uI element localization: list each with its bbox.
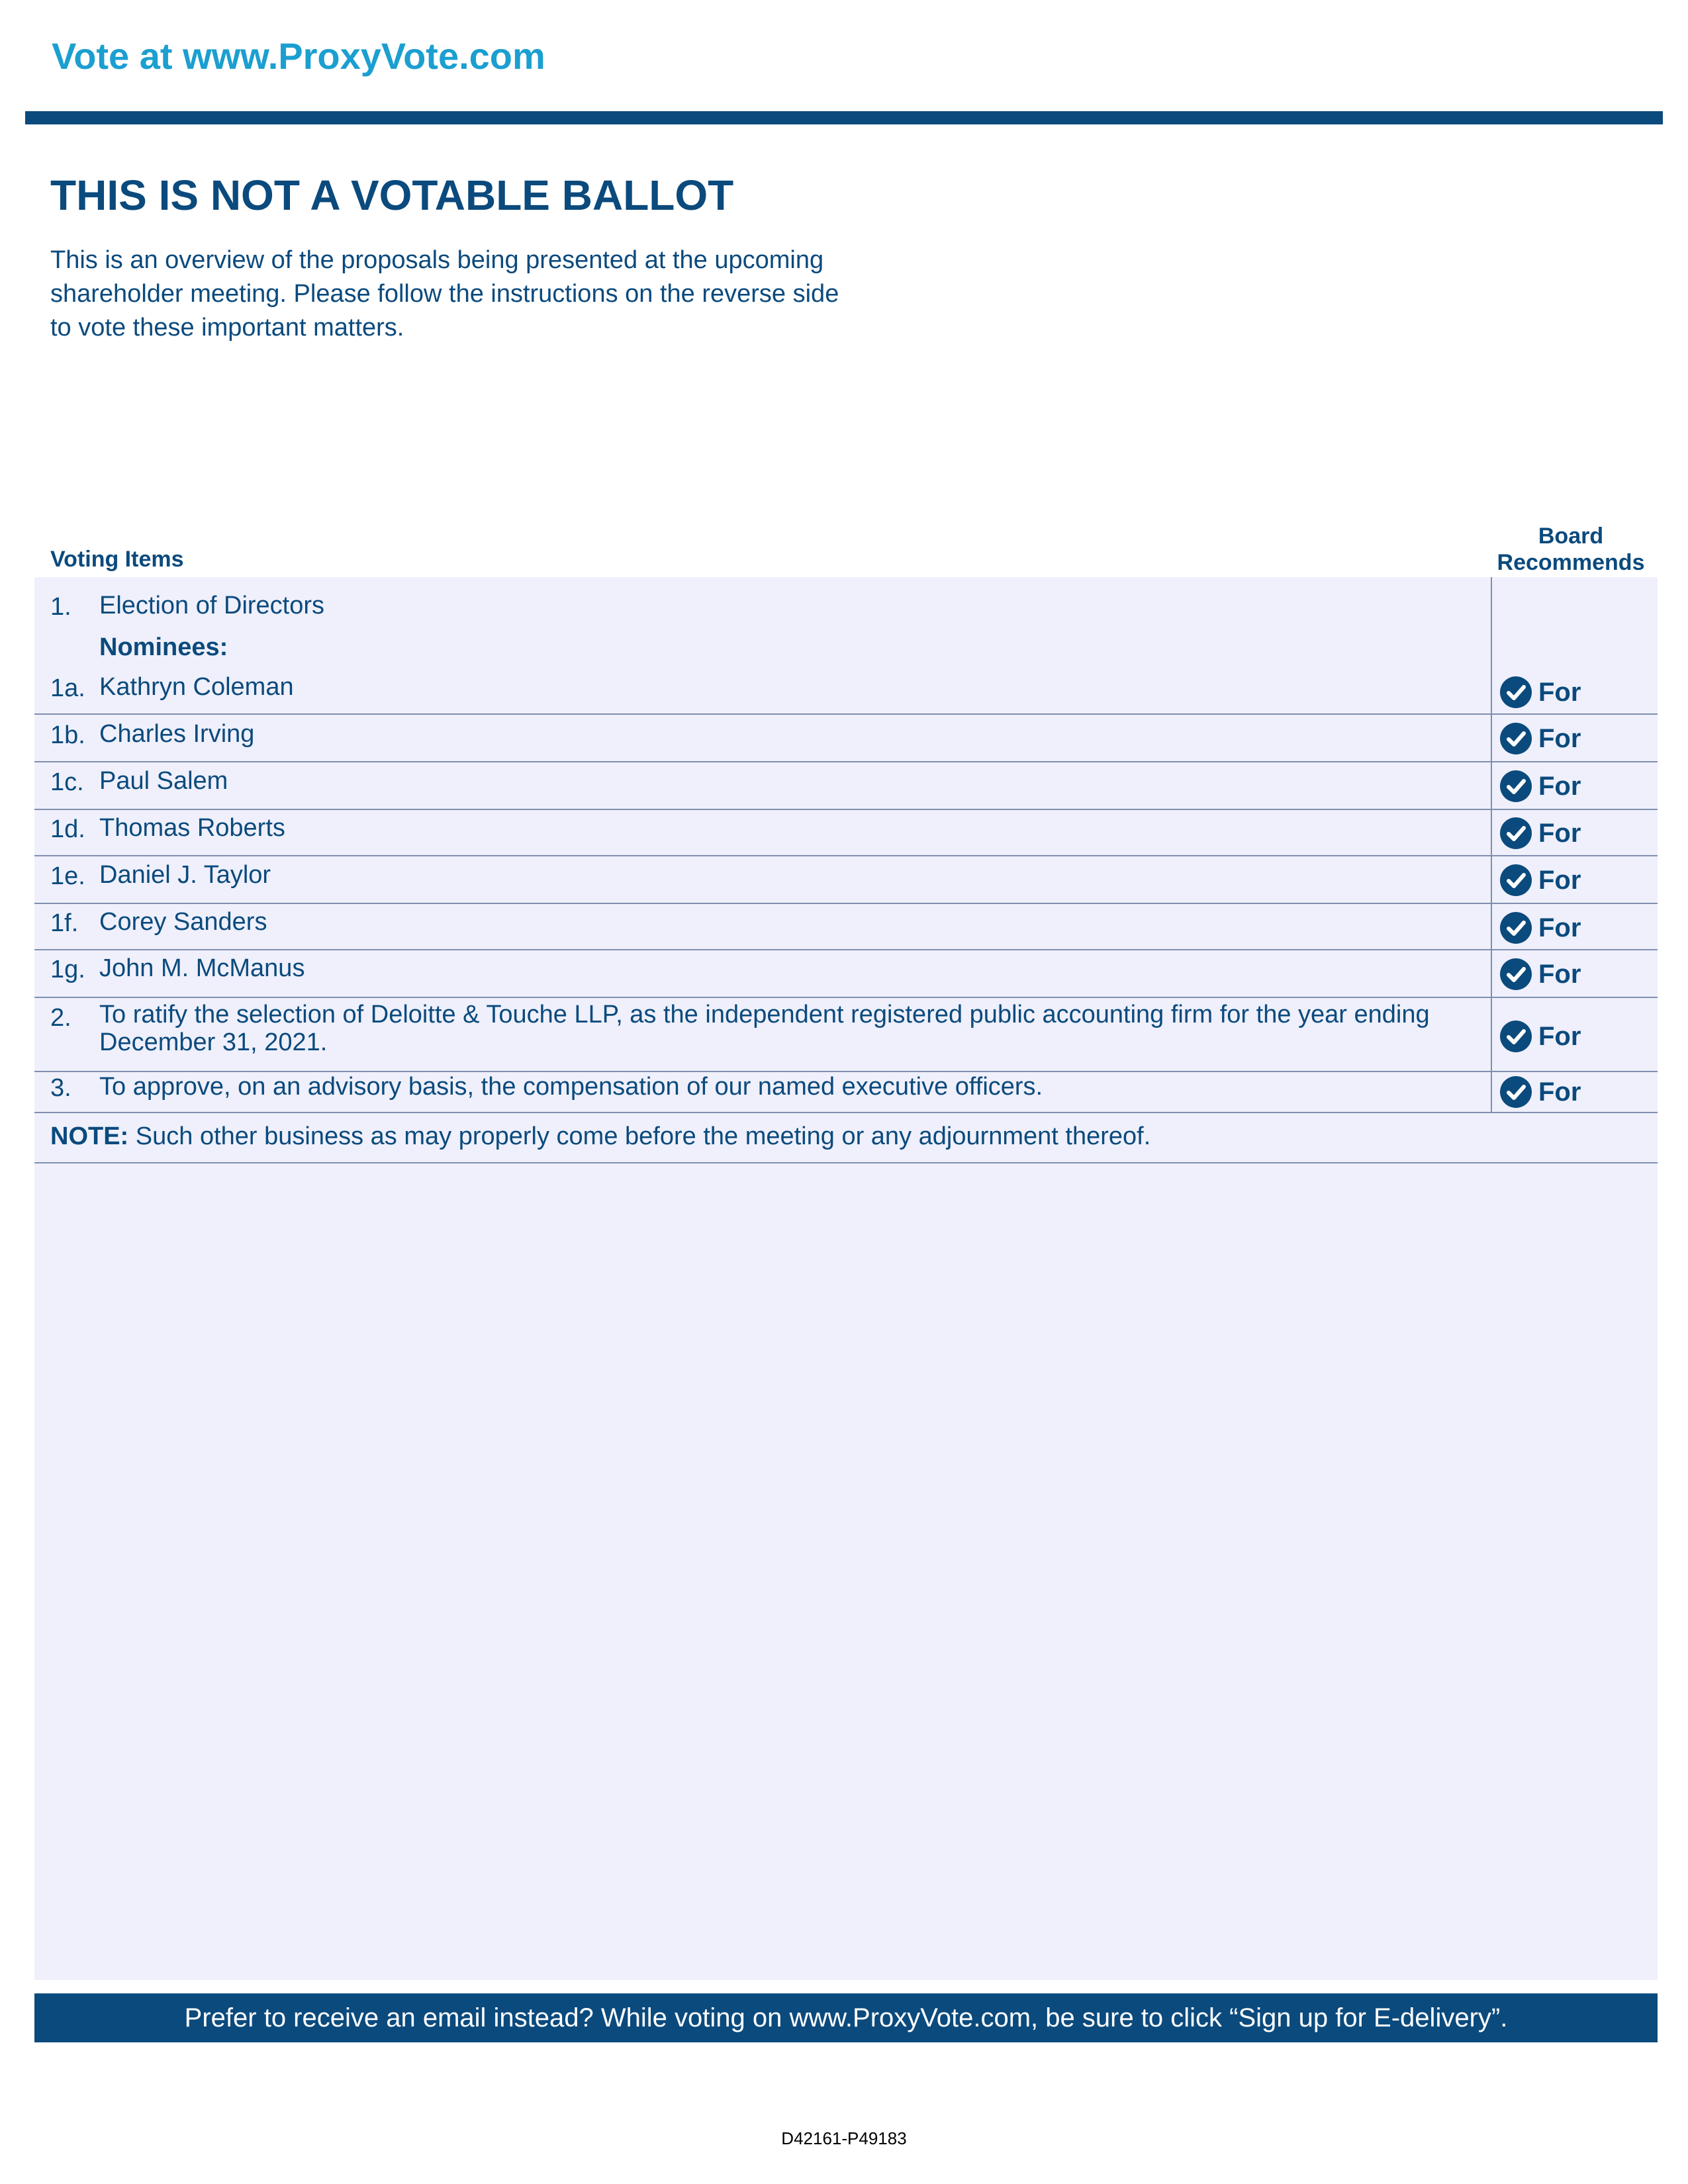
item-number: 3. xyxy=(50,1074,71,1102)
table-row xyxy=(34,904,1658,950)
top-divider xyxy=(25,111,1663,124)
recommendation-label: For xyxy=(1538,1022,1581,1051)
intro-text: This is an overview of the proposals being presented at the upcoming shareholder meeting. Please follow the instructions on the reverse side to vote these important matters. xyxy=(50,246,839,341)
item-number: 1c. xyxy=(50,768,84,796)
board-recommendation xyxy=(1500,1076,1652,1109)
board-recommendation xyxy=(1500,817,1652,850)
item-number: 1g. xyxy=(50,956,85,983)
e-delivery-banner: Prefer to receive an email instead? While voting on www.ProxyVote.com, be sure to click “Sign up for E-delivery”. xyxy=(34,1993,1658,2042)
board-recommendation xyxy=(1500,864,1652,897)
note-body: Such other business as may properly come before the meeting or any adjournment thereof. xyxy=(135,1122,1151,1150)
item-number: 1f. xyxy=(50,909,79,937)
nominee-name: Kathryn Coleman xyxy=(99,673,294,701)
recommendation-label: For xyxy=(1538,772,1581,801)
item-number: 1a. xyxy=(50,674,85,702)
note-label: NOTE: xyxy=(50,1122,129,1150)
check-circle-icon xyxy=(1500,864,1532,896)
item-text: Election of Directors xyxy=(99,592,325,619)
check-circle-icon xyxy=(1500,723,1532,754)
recommendation-label: For xyxy=(1538,819,1581,848)
recommendation-label: For xyxy=(1538,913,1581,942)
board-recommendation xyxy=(1500,723,1652,756)
item-text: To ratify the selection of Deloitte & Touche LLP, as the independent registered public accounting firm for the year ending December 31, 2021. xyxy=(99,1001,1430,1056)
check-circle-icon xyxy=(1500,958,1532,990)
nominee-name: Thomas Roberts xyxy=(99,814,285,842)
check-circle-icon xyxy=(1500,912,1532,944)
item-text: To approve, on an advisory basis, the compensation of our named executive officers. xyxy=(99,1073,1043,1101)
nominees-label: Nominees: xyxy=(99,633,228,661)
board-recommendation xyxy=(1500,912,1652,945)
document-id: D42161-P49183 xyxy=(781,2128,907,2148)
recommendation-label: For xyxy=(1538,1077,1581,1107)
table-row xyxy=(34,762,1658,810)
item-number: 1b. xyxy=(50,721,85,749)
item-number: 1e. xyxy=(50,862,85,890)
board-recommendation xyxy=(1500,676,1652,709)
check-circle-icon xyxy=(1500,770,1532,802)
check-circle-icon xyxy=(1500,1076,1532,1108)
item-number: 1d. xyxy=(50,815,85,843)
page-title: THIS IS NOT A VOTABLE BALLOT xyxy=(50,171,734,219)
board-recommendation xyxy=(1500,958,1652,991)
table-row xyxy=(34,856,1658,904)
board-recommendation xyxy=(1500,1021,1652,1054)
table-row xyxy=(34,715,1658,762)
nominee-name: John M. McManus xyxy=(99,954,305,982)
nominee-name: Paul Salem xyxy=(99,767,228,795)
board-recommendation xyxy=(1500,770,1652,803)
item-number: 2. xyxy=(50,1004,71,1032)
recommendation-label: For xyxy=(1538,678,1581,707)
item-number: 1. xyxy=(50,593,71,621)
header-url: Vote at www.ProxyVote.com xyxy=(52,35,545,77)
nominee-name: Corey Sanders xyxy=(99,908,267,936)
recommendation-label: For xyxy=(1538,960,1581,989)
board-recommends-header: Board Recommends xyxy=(1497,523,1645,575)
nominee-name: Daniel J. Taylor xyxy=(99,861,271,889)
check-circle-icon xyxy=(1500,1021,1532,1052)
nominee-name: Charles Irving xyxy=(99,720,255,748)
check-circle-icon xyxy=(1500,817,1532,849)
recommendation-label: For xyxy=(1538,724,1581,753)
check-circle-icon xyxy=(1500,676,1532,708)
note-text xyxy=(50,1122,1150,1151)
recommendation-label: For xyxy=(1538,866,1581,895)
voting-items-header: Voting Items xyxy=(50,547,184,572)
